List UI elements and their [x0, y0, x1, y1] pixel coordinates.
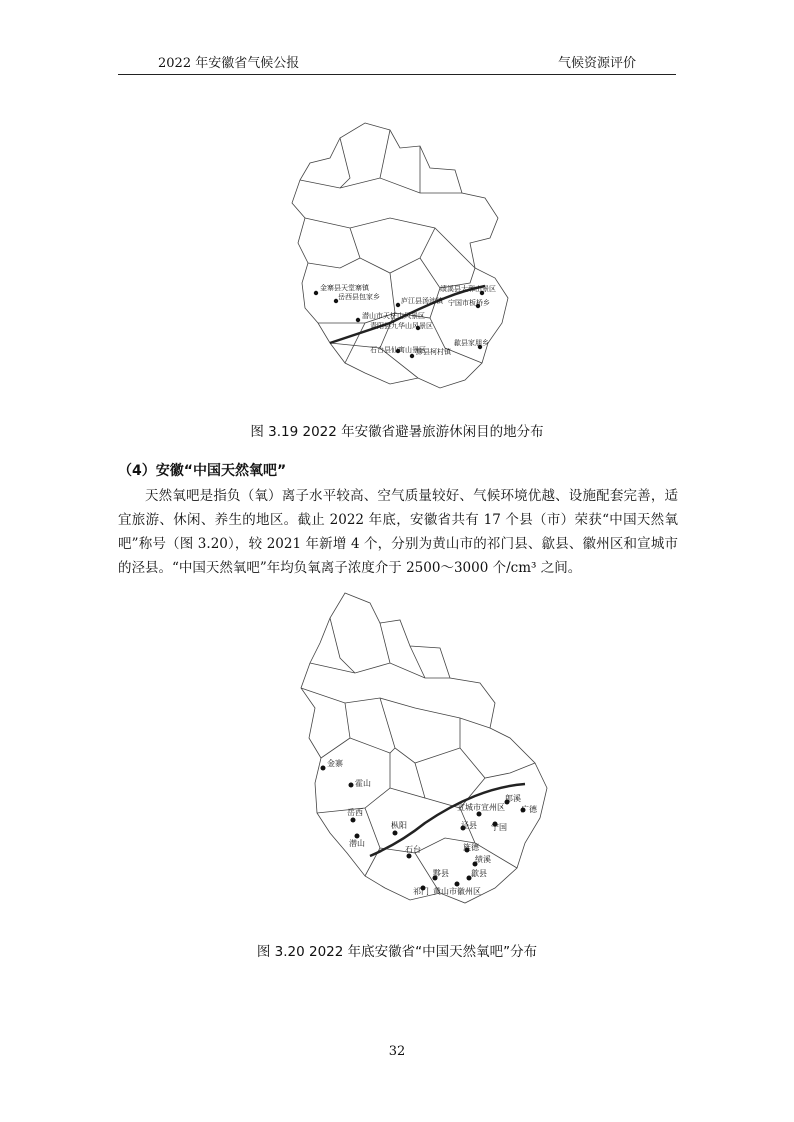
- province-outline: [301, 593, 547, 903]
- paragraph-text: 天然氧吧是指负（氧）离子水平较高、空气质量较好、气候环境优越、设施配套完善，适宜旅游、休闲、养生的地区。截止 2022 年底，安徽省共有 17 个县（市）荣获“中国天然氧吧”称号（图 3.20），较 2021 年新增 4 个，分别为黄山市的祁门县、歙县、徽州区和宣城市的泾县。“中国天然氧吧”年均负氧离子浓度介于 2500～3000 个/cm³ 之间。: [118, 488, 678, 576]
- map-label: 歙县家朋乡: [454, 339, 489, 347]
- map-label: 绩溪县大鄣山景区: [440, 285, 496, 293]
- map-label: 石台: [405, 845, 421, 854]
- river-line: [370, 784, 525, 856]
- map-label: 宁国: [491, 823, 507, 832]
- map-label: 广德: [521, 805, 537, 814]
- page-number: 32: [388, 1044, 406, 1059]
- figure-caption: 图 3.19 2022 年安徽省避暑旅游休闲目的地分布: [250, 424, 544, 440]
- map-label: 旌德: [463, 843, 479, 852]
- map-label: 青阳县九华山风景区: [370, 322, 433, 330]
- map-label: 石台县仙寓山景区: [370, 346, 426, 354]
- map-label: 潜山: [349, 839, 365, 848]
- header-section: 气候资源评价: [557, 56, 636, 71]
- map-label: 祁门: [413, 887, 429, 896]
- map-label: 宁国市板桥乡: [448, 299, 490, 307]
- map-label: 宣城市宣州区: [457, 803, 505, 812]
- header-rule: [118, 74, 676, 75]
- map-label: 金寨县天堂寨镇: [320, 284, 369, 292]
- map-label: 歙县: [471, 869, 487, 878]
- map-label: 黟县: [433, 869, 449, 878]
- map-natural-oxygen-bar: [285, 588, 550, 913]
- body-paragraph: [118, 484, 678, 580]
- map-label: 泾县: [461, 821, 477, 830]
- map-label: 岳西: [347, 808, 363, 817]
- map-summer-tourism: [270, 118, 510, 393]
- map-label: 绩溪: [475, 855, 491, 864]
- map-label: 郎溪: [505, 794, 521, 803]
- map-label: 黟县柯村镇: [416, 348, 451, 356]
- map-label: 霍山: [355, 779, 371, 788]
- figure-caption: 图 3.20 2022 年底安徽省“中国天然氧吧”分布: [256, 944, 538, 960]
- map-label: 岳西县包家乡: [338, 293, 380, 301]
- map-label: 潜山市天柱山风景区: [362, 312, 425, 320]
- map-label: 黄山市徽州区: [433, 887, 481, 896]
- header-title: 2022 年安徽省气候公报: [158, 56, 300, 71]
- map-label: 庐江县汤池镇: [401, 297, 443, 305]
- section-title: （4）安徽“中国天然氧吧”: [118, 463, 287, 479]
- page-header: [118, 52, 676, 74]
- map-label: 枞阳: [391, 821, 407, 830]
- map-label: 金寨: [327, 759, 343, 768]
